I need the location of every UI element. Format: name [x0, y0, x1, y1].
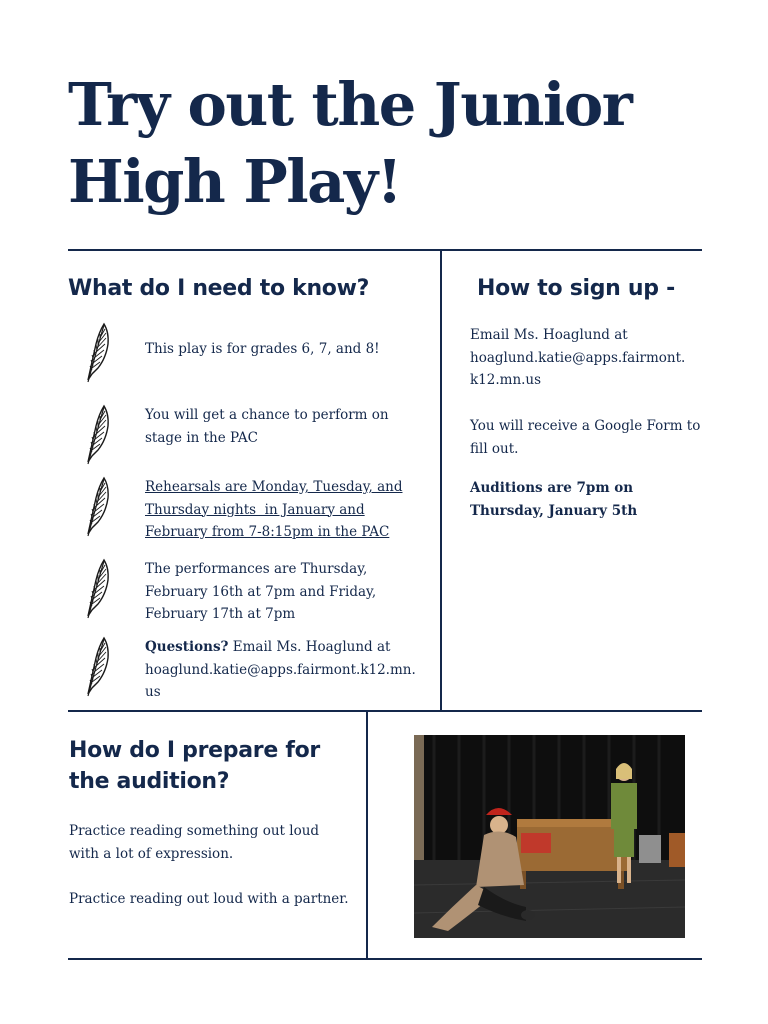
auditions-time: [470, 477, 710, 522]
feather-icon: [82, 636, 110, 698]
page-title: [68, 66, 708, 220]
signup-line: fill out.: [470, 440, 519, 457]
prepare-tip-1: [69, 820, 359, 865]
title-line-1: Try out the Junior: [68, 70, 632, 139]
top-divider: [68, 249, 702, 251]
feather-icon: [82, 404, 110, 466]
stage-photo: [414, 735, 685, 938]
list-item: [82, 322, 432, 384]
prepare-line: Practice reading out loud with a partner.: [69, 891, 349, 907]
list-item: [82, 404, 432, 466]
signup-line: Email Ms. Hoaglund at: [470, 327, 628, 343]
item-text: This play is for grades 6, 7, and 8!: [145, 341, 380, 357]
signup-form-text: [470, 415, 710, 460]
list-item: [82, 558, 432, 620]
list-item: [82, 636, 432, 698]
item-line: us: [145, 684, 161, 700]
prepare-line: Practice reading something out loud: [69, 823, 320, 839]
item-line: You will get a chance to perform on: [145, 407, 389, 423]
feather-icon: [82, 322, 110, 384]
item-line: February 17th at 7pm: [145, 606, 296, 622]
prepare-heading-line: How do I prepare for: [69, 738, 320, 763]
list-item: [82, 476, 432, 538]
signup-line: Thursday, January 5th: [470, 502, 638, 519]
signup-email-text: [470, 324, 700, 392]
know-heading: What do I need to know?: [68, 276, 370, 301]
item-line: Rehearsals are Monday, Tuesday, and: [145, 479, 403, 495]
feather-icon: [82, 558, 110, 620]
column-divider-bottom: [366, 710, 368, 959]
item-line: Thursday nights in January and: [145, 501, 365, 518]
signup-line: Auditions are 7pm on: [470, 480, 634, 496]
item-text: Email Ms. Hoaglund at: [228, 639, 391, 655]
prepare-heading: [69, 735, 320, 797]
prepare-tip-2: [69, 888, 364, 911]
signup-heading: How to sign up -: [477, 276, 675, 301]
bottom-divider: [68, 958, 702, 960]
title-line-2: High Play!: [68, 147, 402, 216]
item-line: The performances are Thursday,: [145, 561, 368, 577]
item-line: February from 7-8:15pm in the PAC: [145, 524, 390, 540]
prepare-line: with a lot of expression.: [69, 845, 234, 862]
middle-divider: [68, 710, 702, 712]
questions-label: Questions?: [145, 639, 229, 655]
prepare-heading-line: the audition?: [69, 769, 230, 794]
item-line: February 16th at 7pm and Friday,: [145, 583, 377, 600]
signup-email: hoaglund.katie@apps.fairmont.: [470, 349, 686, 366]
signup-line: You will receive a Google Form to: [470, 418, 701, 434]
feather-icon: [82, 476, 110, 538]
signup-email-end: k12.mn.us: [470, 372, 542, 388]
item-line: stage in the PAC: [145, 429, 258, 446]
column-divider-top: [440, 249, 442, 711]
contact-email: hoaglund.katie@apps.fairmont.k12.mn.: [145, 661, 416, 678]
